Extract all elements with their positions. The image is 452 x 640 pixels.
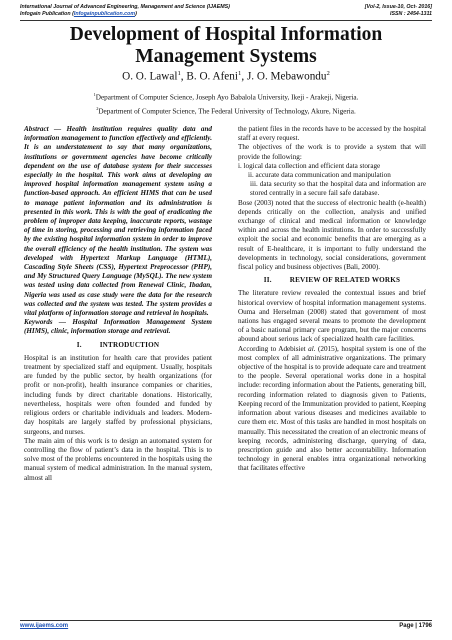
footer-divider	[20, 620, 432, 621]
affiliation-2: $^2$Department of Computer Science, The Federal University of Technology, Akure, Nigeria.	[96, 106, 356, 116]
page-footer	[20, 623, 432, 629]
publisher-link[interactable]: Infogainpublication.com	[73, 11, 136, 17]
intro-paragraph-3: The objectives of the work is to provide a system that will provide the following:	[238, 143, 426, 161]
author-3: , J. O. Mebawondu	[241, 70, 327, 83]
abstract: Abstract — Health institution requires quality data and information management to function effectively and efficiently. It is an understatement to say that many organizations, institutions or government agencies have become critically dependent on the use of database system for their successes especially in the hospital. This work aims at developing an improved hospital information management system using a function-based approach. An efficient HIMS that can be used to manage patient information and its administration is presented in this work. This is with the goal of eradicating the problem of improper data keeping, inaccurate reports, wastage of time in storing, processing and retrieving information faced by the existing hospital information system in order to improve the overall efficiency of the health institution. The system was developed with Hypertext Markup Language (HTML), Cascading Style Sheets (CSS), Hypertext Preprocessor (PHP), and My Structured Query Language (MySQL). The new system was tested using data collected from Renewal Clinic, Ibadan, Nigeria was used as case study were the data for the research was collected and the system was tested. The system provides a vital platform of information storage and retrieval in hospitals.	[24, 125, 212, 318]
publisher-line: Infogain Publication (Infogainpublication.com)	[20, 11, 137, 17]
author-2: , B. O. Afeni	[180, 70, 238, 83]
objective-item-3: iii. data security so that the hospital data and information are stored centrally in a secure fail safe database.	[250, 180, 426, 198]
journal-name: International Journal of Advanced Engineering, Management and Science (IJAEMS)	[20, 4, 230, 10]
keywords: Keywords — Hospital Information Management System (HIMS), clinic, information storage and retrieval.	[24, 318, 212, 336]
section-heading-related-works: II. REVIEW OF RELATED WORKS	[263, 276, 401, 285]
running-header	[20, 4, 432, 18]
header-divider	[20, 20, 432, 21]
issn: ISSN : 2454-1311	[389, 11, 432, 17]
paper-title: Development of Hospital Information Management Systems	[69, 24, 383, 67]
related-paragraph-2: According to Adebisiet al. (2015), hospital system is one of the most complex of all administrative organizations. The primary objective of the hospital is to provide adequate care and treatment to the people. Several operational works done in a hospital include: recording information about the Patients, generating bill, recording information related to diagnosis given to Patients, Keeping record of the Immunization provided to patient, Keeping information about various diseases and medicines available to cure them etc. Most of this tasks are handled in most hospitals on manually. This necessitated the creation of an electronic means of keeping records, administering discharge, querying of data, prescription guide and also better accountability. Information technology in general enables intra organizational networking that facilitates effective	[238, 344, 426, 473]
author-list: O. O. Lawal$^1$, B. O. Afeni$^1$, J. O. Mebawondu$^2$	[122, 70, 330, 83]
section-heading-introduction: I. INTRODUCTION	[76, 340, 160, 349]
site-link[interactable]: www.ijaems.com	[20, 623, 69, 629]
page-number: Page | 1796	[399, 623, 432, 629]
affiliations	[20, 89, 432, 118]
affiliation-1: $^1$Department of Computer Science, Joseph Ayo Babalola University, Ikeji - Arakeji, Nigeria.	[93, 92, 359, 102]
right-column	[238, 125, 426, 474]
author-1: O. O. Lawal	[122, 70, 178, 83]
intro-paragraph-4: Bose (2003) noted that the success of electronic health (e-health) depends critically on the collection, analysis and unified exchange of clinical and medical information or knowledge within and across the health institutions. In order to successfully exploit the social and economic benefits that are emerging as a result of E-healthcare, it is important to fully understand the developments in technology, social considerations, government fiscal policy and business objectives (Bali, 2000).	[238, 198, 426, 272]
left-column	[24, 125, 212, 483]
related-paragraph-1: The literature review revealed the contextual issues and brief historical overview of hospital information management systems. Ouma and Herselman (2008) stated that government of most nations has engaged several means to promote the development of a basic national primary care program, but the major concerns abound about serious lack of specialized health care facilities.	[238, 289, 426, 344]
objective-item-1: i. logical data collection and efficient data storage	[238, 161, 381, 170]
intro-paragraph-2: The main aim of this work is to design an automated system for controlling the flow of patient’s data in the hospital. This is to solve most of the problems encountered in the hospitals using the manual system of medical administration. In the manual system, almost all	[24, 436, 212, 482]
intro-paragraph-2-continued: the patient files in the records have to be accessed by the hospital staff at every request.	[238, 125, 426, 143]
volume-info: [Vol-2, Issue-10, Oct- 2016]	[364, 4, 432, 10]
objective-item-2: ii. accurate data communication and manipulation	[248, 171, 391, 180]
intro-paragraph-1: Hospital is an institution for health care that provides patient treatment by specialized staff and equipment. Usually, hospitals are funded by the public sector, by health organizations (for profit or non-profit), health insurance companies or charities, including funds by direct charitable donations. Historically, nevertheless, hospitals were often founded and funded by religious orders or charitable individuals and leaders. Modern-day hospitals are largely staffed by professional physicians, surgeons, and nurses.	[24, 353, 212, 436]
